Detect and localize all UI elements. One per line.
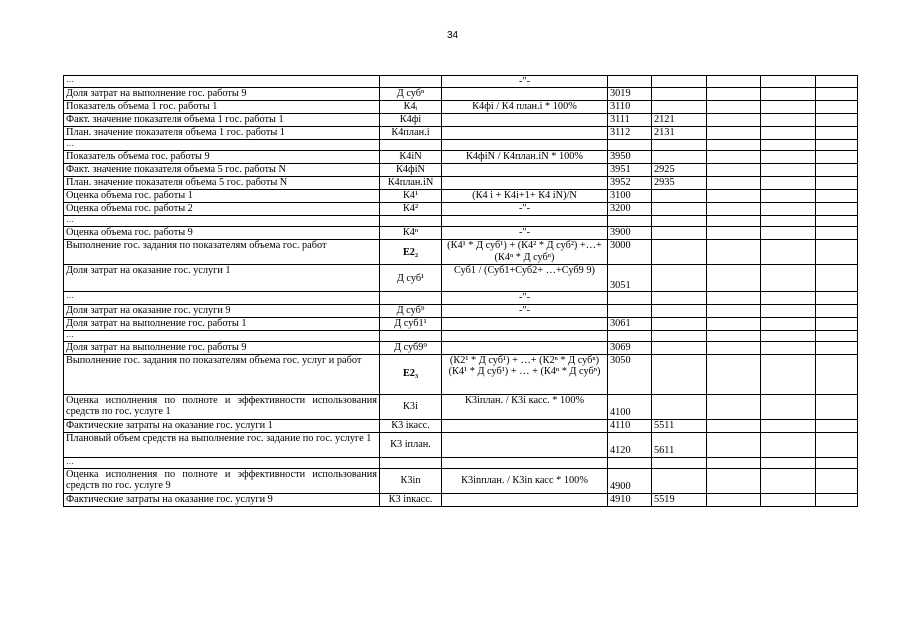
cell-empty	[707, 151, 761, 164]
cell-name: …	[64, 457, 380, 468]
cell-empty	[707, 419, 761, 432]
table-row	[64, 101, 858, 114]
cell-ref-code	[652, 330, 707, 341]
cell-line-code: 3061	[608, 317, 652, 330]
cell-empty	[707, 164, 761, 177]
cell-formula: (К4 i + К4i+1+ К4 iN)/N	[442, 190, 608, 203]
cell-empty	[816, 292, 858, 304]
table-row	[64, 164, 858, 177]
cell-formula	[442, 457, 608, 468]
cell-empty	[761, 341, 816, 354]
table-row	[64, 341, 858, 354]
cell-empty	[761, 190, 816, 203]
table-row	[64, 354, 858, 394]
cell-formula	[442, 88, 608, 101]
cell-ref-code	[652, 304, 707, 317]
cell-formula: -"-	[442, 304, 608, 317]
cell-empty	[707, 457, 761, 468]
cell-empty	[707, 203, 761, 216]
cell-name: Оценка исполнения по полноте и эффективности использования средств по гос. услуге 1	[64, 394, 380, 419]
cell-empty	[761, 227, 816, 240]
cell-ref-code	[652, 203, 707, 216]
cell-line-code: 3951	[608, 164, 652, 177]
cell-empty	[761, 114, 816, 127]
cell-name: Доля затрат на оказание гос. услуги 1	[64, 265, 380, 292]
cell-empty	[816, 114, 858, 127]
cell-line-code: 4910	[608, 493, 652, 506]
cell-code	[380, 216, 442, 227]
cell-code: Д суб¹	[380, 265, 442, 292]
cell-empty	[816, 190, 858, 203]
cell-empty	[761, 457, 816, 468]
table-row	[64, 292, 858, 304]
cell-empty	[761, 216, 816, 227]
cell-empty	[761, 468, 816, 493]
cell-empty	[707, 468, 761, 493]
cell-name: Факт. значение показателя объема 5 гос. работы N	[64, 164, 380, 177]
cell-ref-code	[652, 354, 707, 394]
cell-formula: Суб1 / (Суб1+Суб2+ …+Суб9 9)	[442, 265, 608, 292]
cell-empty	[816, 341, 858, 354]
cell-ref-code: 5511	[652, 419, 707, 432]
cell-ref-code: 2925	[652, 164, 707, 177]
cell-empty	[816, 76, 858, 88]
cell-name: Выполнение гос. задания по показателям объема гос. услуг и работ	[64, 354, 380, 394]
cell-line-code: 3952	[608, 177, 652, 190]
cell-ref-code	[652, 240, 707, 265]
cell-line-code: 3069	[608, 341, 652, 354]
cell-code	[380, 76, 442, 88]
cell-empty	[707, 292, 761, 304]
cell-code: Д суб1¹	[380, 317, 442, 330]
cell-ref-code	[652, 227, 707, 240]
cell-code: К4ⁿ	[380, 227, 442, 240]
cell-formula	[442, 432, 608, 457]
cell-name: Доля затрат на выполнение гос. работы 9	[64, 88, 380, 101]
table-row	[64, 227, 858, 240]
cell-empty	[707, 76, 761, 88]
cell-formula: (К2¹ * Д суб¹) + …+ (К2ⁿ * Д субⁿ) (К4¹ * Д суб¹) + … + (К4ⁿ * Д субⁿ)	[442, 354, 608, 394]
cell-ref-code: 2121	[652, 114, 707, 127]
cell-empty	[816, 164, 858, 177]
table-row	[64, 304, 858, 317]
cell-empty	[761, 151, 816, 164]
cell-line-code	[608, 216, 652, 227]
cell-line-code: 4900	[608, 468, 652, 493]
table-row	[64, 216, 858, 227]
cell-ref-code: 2131	[652, 127, 707, 140]
cell-ref-code	[652, 190, 707, 203]
cell-name: Фактические затраты на оказание гос. услуги 9	[64, 493, 380, 506]
cell-empty	[761, 101, 816, 114]
cell-ref-code	[652, 317, 707, 330]
cell-empty	[707, 330, 761, 341]
cell-name: Доля затрат на оказание гос. услуги 9	[64, 304, 380, 317]
cell-empty	[707, 88, 761, 101]
cell-empty	[707, 317, 761, 330]
cell-ref-code	[652, 341, 707, 354]
cell-ref-code: 5611	[652, 432, 707, 457]
cell-line-code	[608, 330, 652, 341]
cell-empty	[707, 304, 761, 317]
cell-empty	[816, 457, 858, 468]
cell-empty	[816, 140, 858, 151]
cell-empty	[761, 292, 816, 304]
cell-empty	[761, 240, 816, 265]
table-row	[64, 177, 858, 190]
cell-empty	[761, 76, 816, 88]
cell-empty	[816, 468, 858, 493]
cell-empty	[707, 493, 761, 506]
cell-code: К3in	[380, 468, 442, 493]
cell-empty	[761, 203, 816, 216]
cell-empty	[761, 354, 816, 394]
cell-ref-code	[652, 216, 707, 227]
cell-empty	[816, 317, 858, 330]
cell-empty	[761, 304, 816, 317]
cell-ref-code	[652, 151, 707, 164]
cell-empty	[816, 151, 858, 164]
cell-line-code	[608, 304, 652, 317]
cell-empty	[761, 127, 816, 140]
table-row	[64, 88, 858, 101]
cell-line-code: 3900	[608, 227, 652, 240]
cell-empty	[761, 419, 816, 432]
cell-empty	[761, 88, 816, 101]
cell-line-code: 4110	[608, 419, 652, 432]
table-row	[64, 419, 858, 432]
cell-name: Оценка объема гос. работы 9	[64, 227, 380, 240]
table-row	[64, 493, 858, 506]
cell-formula	[442, 140, 608, 151]
cell-empty	[707, 216, 761, 227]
cell-empty	[707, 265, 761, 292]
cell-empty	[761, 265, 816, 292]
cell-code: К3i	[380, 394, 442, 419]
cell-empty	[816, 227, 858, 240]
cell-formula: -"-	[442, 76, 608, 88]
cell-formula	[442, 177, 608, 190]
cell-empty	[816, 127, 858, 140]
table-row	[64, 203, 858, 216]
cell-formula	[442, 493, 608, 506]
cell-code: Д суб9⁹	[380, 341, 442, 354]
cell-ref-code	[652, 76, 707, 88]
cell-empty	[816, 432, 858, 457]
cell-empty	[816, 177, 858, 190]
cell-ref-code	[652, 101, 707, 114]
cell-formula	[442, 164, 608, 177]
cell-code: К4¹	[380, 190, 442, 203]
cell-name: …	[64, 292, 380, 304]
cell-empty	[707, 114, 761, 127]
cell-line-code	[608, 140, 652, 151]
cell-empty	[816, 88, 858, 101]
cell-line-code: 3200	[608, 203, 652, 216]
cell-empty	[816, 493, 858, 506]
cell-name: …	[64, 216, 380, 227]
cell-empty	[816, 101, 858, 114]
cell-ref-code: 5519	[652, 493, 707, 506]
cell-line-code: 3000	[608, 240, 652, 265]
cell-code: К3 iплан.	[380, 432, 442, 457]
cell-name: …	[64, 76, 380, 88]
cell-empty	[761, 317, 816, 330]
cell-formula	[442, 317, 608, 330]
table-row	[64, 330, 858, 341]
cell-empty	[707, 432, 761, 457]
cell-formula	[442, 341, 608, 354]
cell-empty	[761, 394, 816, 419]
cell-name: Плановый объем средств на выполнение гос. задание по гос. услуге 1	[64, 432, 380, 457]
cell-code: К4план.iN	[380, 177, 442, 190]
cell-empty	[707, 190, 761, 203]
cell-empty	[816, 216, 858, 227]
table-row	[64, 317, 858, 330]
cell-line-code: 3050	[608, 354, 652, 394]
cell-ref-code	[652, 292, 707, 304]
cell-formula: К4фiN / К4план.iN * 100%	[442, 151, 608, 164]
cell-line-code: 4100	[608, 394, 652, 419]
table-row	[64, 432, 858, 457]
cell-empty	[707, 140, 761, 151]
cell-name: Оценка объема гос. работы 2	[64, 203, 380, 216]
cell-code: К4фiN	[380, 164, 442, 177]
cell-code: К4ᵢ	[380, 101, 442, 114]
cell-name: Оценка объема гос. работы 1	[64, 190, 380, 203]
cell-formula: -"-	[442, 292, 608, 304]
cell-formula	[442, 216, 608, 227]
cell-code: К3 iкасс.	[380, 419, 442, 432]
cell-empty	[816, 354, 858, 394]
cell-formula	[442, 330, 608, 341]
cell-empty	[707, 177, 761, 190]
cell-code	[380, 457, 442, 468]
table-row	[64, 468, 858, 493]
cell-line-code: 3100	[608, 190, 652, 203]
cell-empty	[761, 140, 816, 151]
cell-code: Е2₃	[380, 354, 442, 394]
indicator-table	[63, 75, 858, 507]
cell-empty	[816, 394, 858, 419]
cell-line-code: 3950	[608, 151, 652, 164]
cell-name: Факт. значение показателя объема 1 гос. работы 1	[64, 114, 380, 127]
cell-formula	[442, 419, 608, 432]
table-row	[64, 394, 858, 419]
cell-empty	[816, 419, 858, 432]
table-row	[64, 457, 858, 468]
cell-name: Показатель объема 1 гос. работы 1	[64, 101, 380, 114]
cell-code	[380, 330, 442, 341]
cell-empty	[761, 177, 816, 190]
cell-name: Фактические затраты на оказание гос. услуги 1	[64, 419, 380, 432]
cell-line-code: 4120	[608, 432, 652, 457]
table-row	[64, 127, 858, 140]
cell-empty	[816, 203, 858, 216]
cell-name: План. значение показателя объема 1 гос. работы 1	[64, 127, 380, 140]
cell-formula: К3inплан. / К3in касс * 100%	[442, 468, 608, 493]
cell-empty	[761, 164, 816, 177]
cell-line-code	[608, 76, 652, 88]
cell-empty	[761, 493, 816, 506]
cell-name: План. значение показателя объема 5 гос. работы N	[64, 177, 380, 190]
page-number: 34	[446, 30, 459, 41]
cell-empty	[707, 240, 761, 265]
cell-line-code: 3111	[608, 114, 652, 127]
cell-empty	[816, 265, 858, 292]
cell-formula	[442, 114, 608, 127]
cell-ref-code	[652, 394, 707, 419]
table-row	[64, 114, 858, 127]
cell-empty	[707, 227, 761, 240]
cell-empty	[816, 240, 858, 265]
cell-line-code: 3110	[608, 101, 652, 114]
cell-formula: К3iплан. / К3i касс. * 100%	[442, 394, 608, 419]
cell-formula: К4фi / К4 план.i * 100%	[442, 101, 608, 114]
cell-code: К4²	[380, 203, 442, 216]
cell-ref-code: 2935	[652, 177, 707, 190]
cell-name: …	[64, 330, 380, 341]
cell-code: Д субⁿ	[380, 88, 442, 101]
cell-ref-code	[652, 457, 707, 468]
cell-name: …	[64, 140, 380, 151]
cell-empty	[761, 330, 816, 341]
cell-code: Д суб⁹	[380, 304, 442, 317]
cell-ref-code	[652, 140, 707, 151]
table-row	[64, 151, 858, 164]
cell-formula	[442, 127, 608, 140]
cell-empty	[707, 127, 761, 140]
cell-line-code: 3112	[608, 127, 652, 140]
cell-empty	[816, 304, 858, 317]
cell-formula: -"-	[442, 227, 608, 240]
cell-empty	[707, 394, 761, 419]
cell-line-code: 3051	[608, 265, 652, 292]
cell-code: К4план.i	[380, 127, 442, 140]
table-row	[64, 140, 858, 151]
cell-line-code	[608, 292, 652, 304]
cell-line-code	[608, 457, 652, 468]
cell-formula: -"-	[442, 203, 608, 216]
cell-empty	[761, 432, 816, 457]
cell-ref-code	[652, 88, 707, 101]
table-row	[64, 76, 858, 88]
cell-empty	[707, 354, 761, 394]
cell-code: К3 inкасс.	[380, 493, 442, 506]
cell-name: Доля затрат на выполнение гос. работы 9	[64, 341, 380, 354]
cell-empty	[707, 341, 761, 354]
table-row	[64, 265, 858, 292]
cell-line-code: 3019	[608, 88, 652, 101]
cell-code: К4iN	[380, 151, 442, 164]
table-row	[64, 190, 858, 203]
cell-name: Доля затрат на выполнение гос. работы 1	[64, 317, 380, 330]
cell-code	[380, 292, 442, 304]
cell-ref-code	[652, 265, 707, 292]
cell-code: К4фi	[380, 114, 442, 127]
cell-ref-code	[652, 468, 707, 493]
cell-code	[380, 140, 442, 151]
cell-empty	[707, 101, 761, 114]
cell-name: Показатель объема гос. работы 9	[64, 151, 380, 164]
cell-code: Е2₂	[380, 240, 442, 265]
cell-empty	[816, 330, 858, 341]
cell-name: Оценка исполнения по полноте и эффективности использования средств по гос. услуге 9	[64, 468, 380, 493]
cell-name: Выполнение гос. задания по показателям объема гос. работ	[64, 240, 380, 265]
cell-formula: (К4¹ * Д суб¹) + (К4² * Д суб²) +…+ (К4ⁿ * Д субⁿ)	[442, 240, 608, 265]
table-row	[64, 240, 858, 265]
